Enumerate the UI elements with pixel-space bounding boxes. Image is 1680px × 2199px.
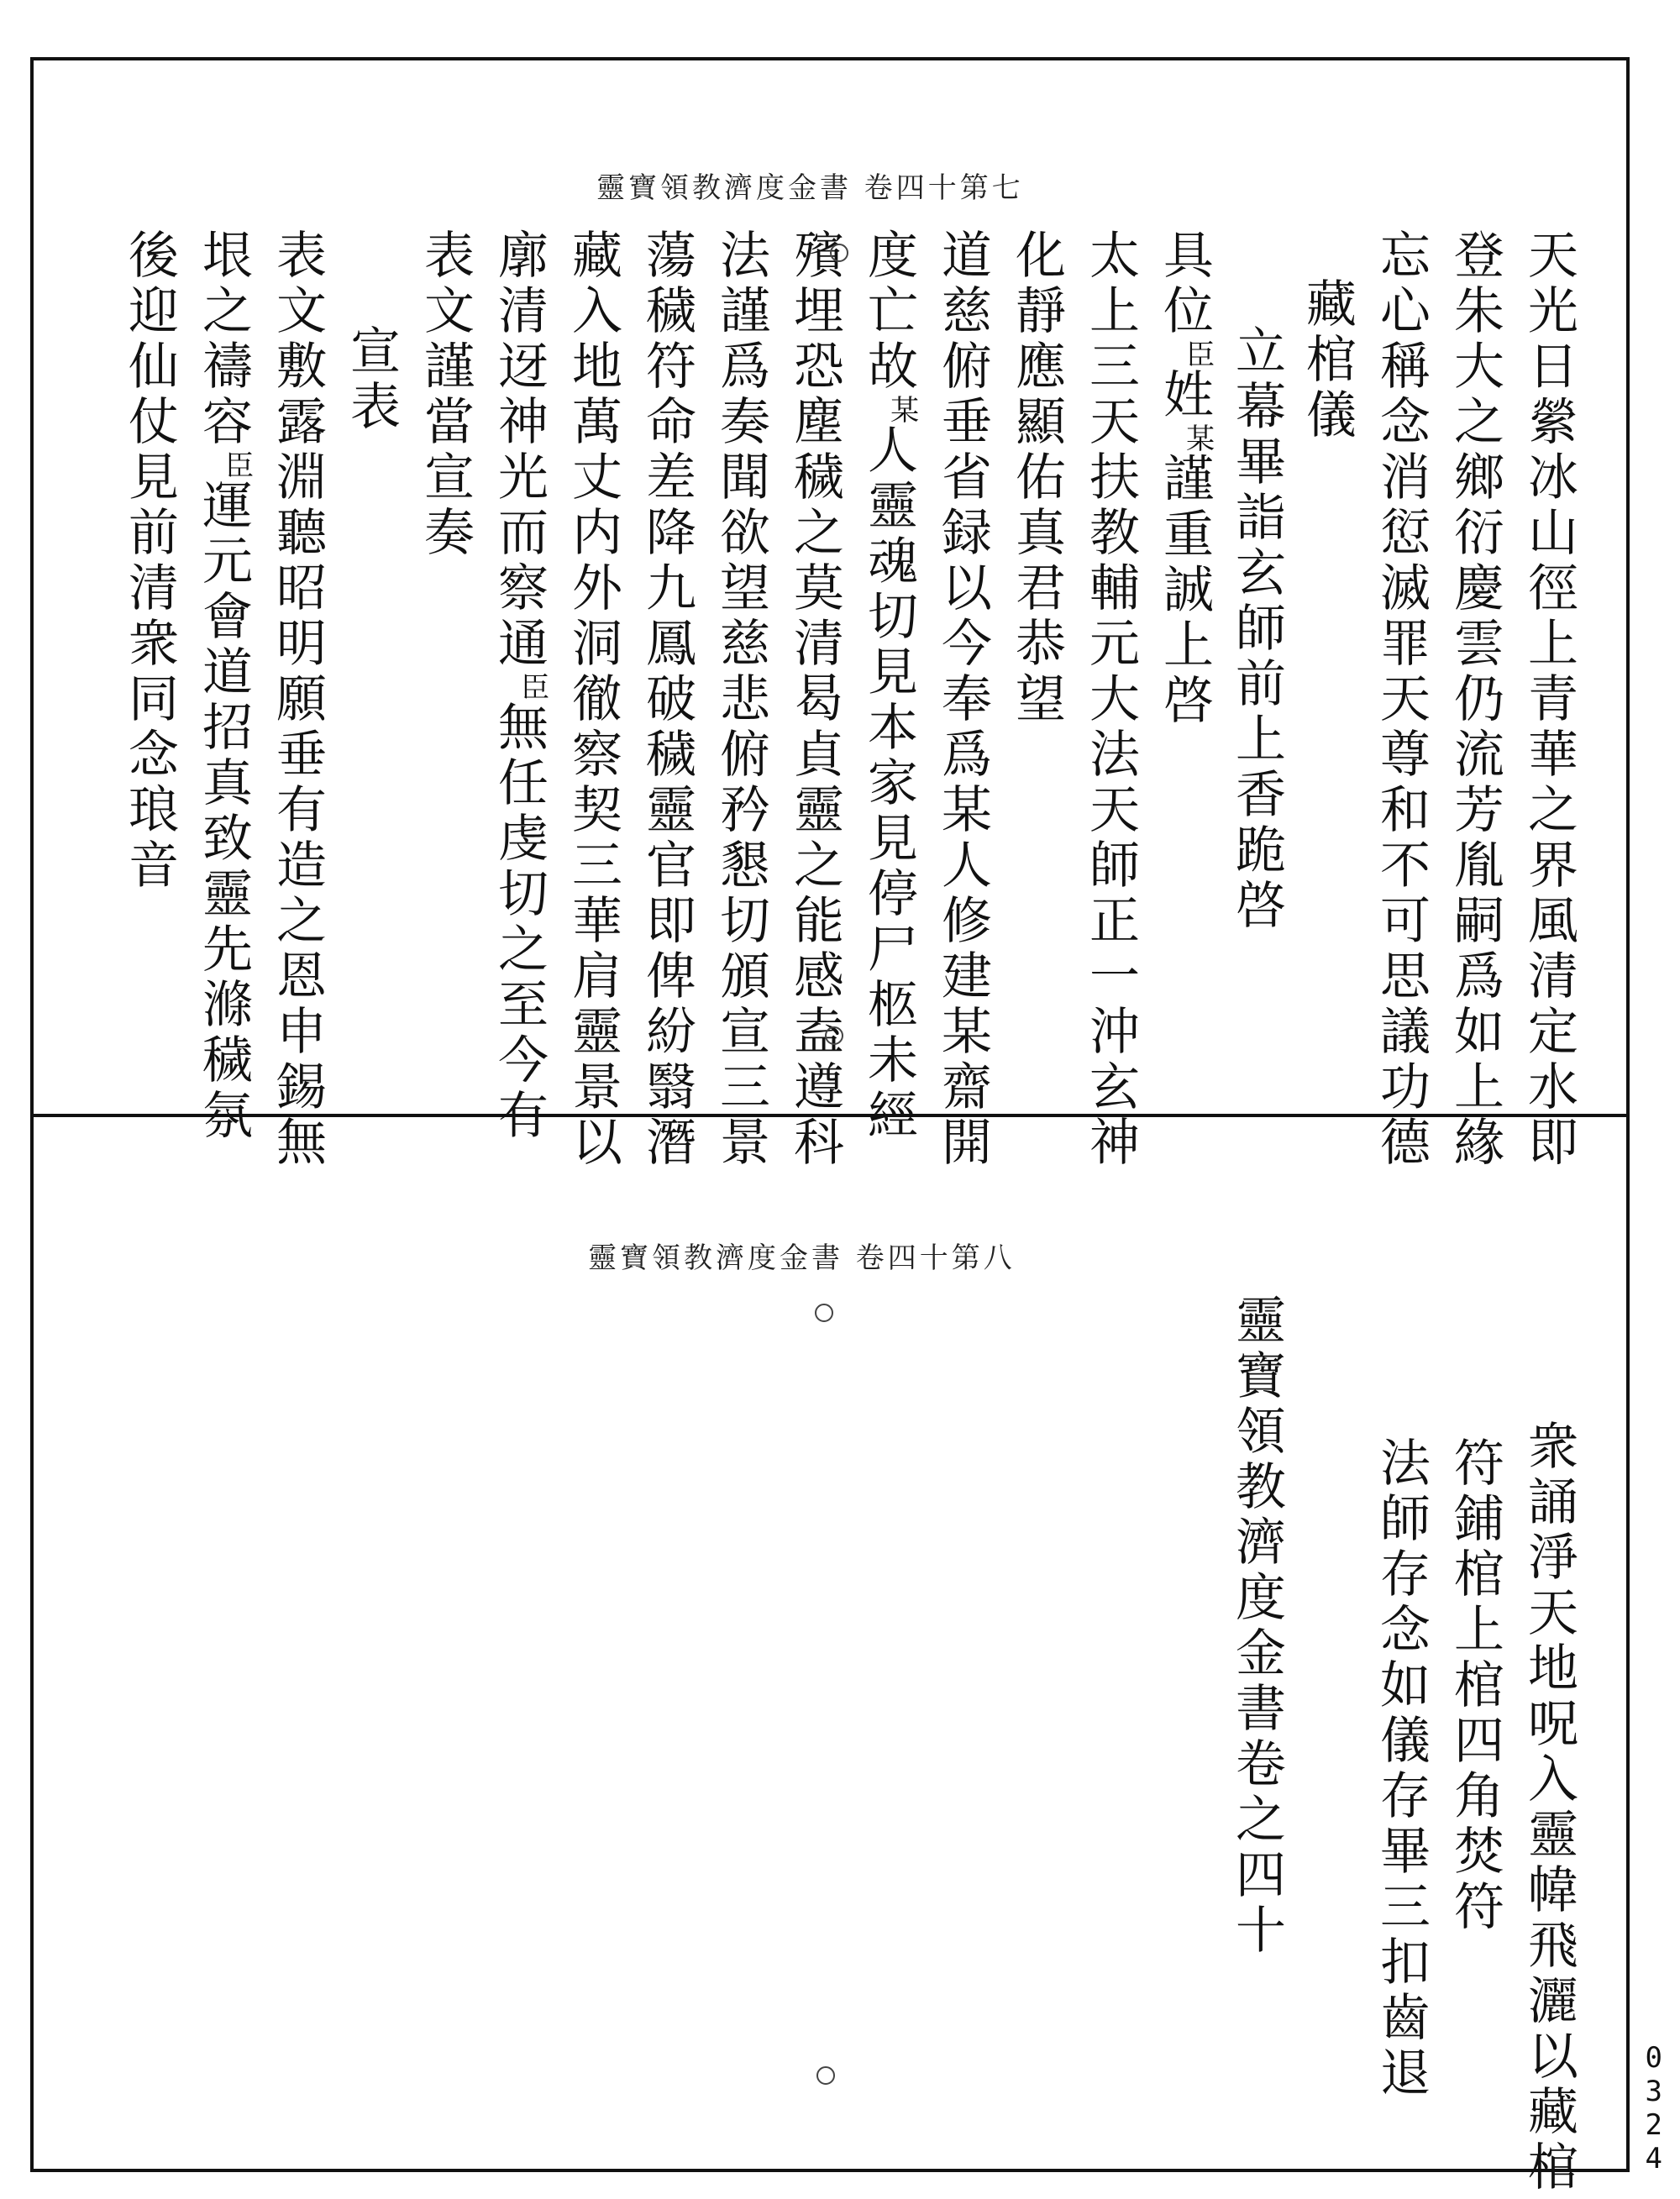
- small-note: 臣: [515, 672, 549, 701]
- text-column: 後迎仙仗見前清衆同念琅音: [120, 228, 179, 894]
- text-segment: 謹重誠上啓: [1155, 452, 1214, 729]
- text-column: 太上三天扶教輔元大法天師正一沖玄神: [1081, 228, 1140, 1171]
- binding-hole-mark: [830, 244, 848, 262]
- text-column: [194, 228, 254, 1144]
- page-number: 0324: [1636, 2041, 1671, 2175]
- text-segment: 垠之禱容: [194, 228, 253, 450]
- small-note: 某: [885, 395, 919, 423]
- top-page-header: 靈寶領教濟度金書 卷四十第七: [596, 171, 1024, 205]
- binding-hole-mark: [825, 1026, 843, 1045]
- text-column: 立幕畢詣玄師前上香跪啓: [1227, 324, 1286, 934]
- text-column: 忘心稱念消愆滅罪天尊和不可思議功德: [1372, 228, 1431, 1171]
- small-note: 某: [1180, 423, 1215, 452]
- text-column: 表文謹當宣奏: [416, 228, 475, 561]
- small-note: 臣: [1180, 339, 1215, 368]
- text-column: 法謹爲奏聞欲望慈悲俯矜懇切頒宣三景: [711, 228, 770, 1171]
- text-column: 藏入地萬丈内外洞徹察契三華肩靈景以: [564, 228, 622, 1171]
- closing-title: 靈寶領教濟度金書卷之四十: [1227, 1294, 1286, 1959]
- text-column: [859, 228, 919, 1144]
- text-column: 蕩穢符命差降九鳳破穢靈官即俾紛翳潛: [638, 228, 696, 1171]
- text-column: 登朱大之鄉衍慶雲仍流芳胤嗣爲如上緣: [1446, 228, 1504, 1171]
- text-segment: 度亡故: [859, 228, 918, 395]
- text-column: [1155, 228, 1215, 729]
- text-column: 殯埋恐塵穢之莫清曷貞靈之能感盍遵科: [785, 228, 844, 1171]
- text-column: 符鋪棺上棺四角焚符: [1446, 1436, 1504, 1935]
- text-column: 宣表: [342, 324, 401, 435]
- text-segment: 運元會道招真致靈先滌穢氛: [194, 479, 253, 1144]
- text-segment: 人靈魂切見本家見停尸柩未經: [859, 423, 918, 1144]
- text-column: 表文敷露淵聽昭明願垂有造之恩申錫無: [268, 228, 327, 1171]
- bottom-page-header: 靈寶領教濟度金書 卷四十第八: [588, 1241, 1016, 1275]
- binding-hole-mark: [815, 1304, 833, 1322]
- text-column: 法師存念如儀存畢三扣齒退: [1372, 1436, 1431, 2102]
- text-column: 衆誦淨天地呪入靈幃飛灑以藏棺: [1520, 1420, 1578, 2196]
- text-column: 天光日縈冰山徑上青華之界風清定水即: [1520, 228, 1578, 1171]
- small-note: 臣: [219, 450, 254, 479]
- text-segment: 姓: [1155, 368, 1214, 423]
- text-segment: 無任虔切之至今有: [490, 701, 549, 1144]
- section-title: 藏棺儀: [1298, 277, 1357, 443]
- text-segment: 具位: [1155, 228, 1214, 339]
- text-column: 化靜應顯佑真君恭望: [1007, 228, 1066, 727]
- text-column: [490, 228, 549, 1144]
- text-segment: 廓清迓神光而察通: [490, 228, 549, 672]
- text-column: 道慈俯垂省録以今奉爲某人修建某齋開: [933, 228, 992, 1171]
- binding-hole-mark: [816, 2066, 835, 2085]
